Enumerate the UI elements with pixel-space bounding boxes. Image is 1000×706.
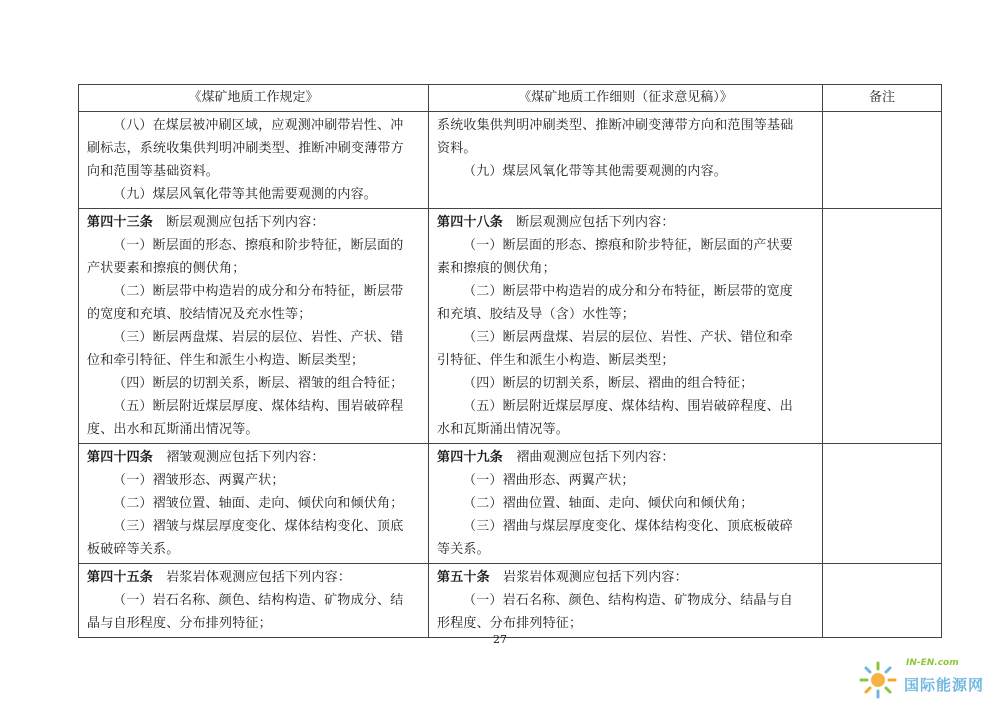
article-number: 第四十三条	[87, 215, 154, 230]
header-remarks: 备注	[823, 85, 942, 112]
remarks-cell	[823, 112, 942, 209]
text-line: （一）岩石名称、颜色、结构构造、矿物成分、结晶与自	[463, 593, 794, 608]
text-line: （一）褶皱形态、两翼产状；	[113, 473, 285, 488]
text-line: （三）褶皱与煤层厚度变化、煤体结构变化、顶底	[113, 519, 404, 534]
comparison-table	[78, 84, 942, 638]
table-header-row	[79, 85, 942, 112]
remarks-cell	[823, 209, 942, 444]
header-old-regulation: 《煤矿地质工作规定》	[79, 85, 429, 112]
text-line: （五）断层附近煤层厚度、煤体结构、围岩破碎程度、出	[463, 399, 794, 414]
text-line: 素和擦痕的侧伏角；	[437, 261, 556, 276]
header-new-regulation: 《煤矿地质工作细则（征求意见稿）》	[429, 85, 823, 112]
text-line: 度、出水和瓦斯涌出情况等。	[87, 422, 259, 437]
text-line: 系统收集供判明冲刷类型、推断冲刷变薄带方向和范围等基础	[437, 118, 794, 133]
page-number: 27	[493, 633, 507, 646]
text-line: 断层观测应包括下列内容：	[166, 215, 325, 230]
article-number: 第四十五条	[87, 570, 154, 585]
text-line: （三）褶曲与煤层厚度变化、煤体结构变化、顶底板破碎	[463, 519, 794, 534]
text-line: （四）断层的切割关系，断层、褶皱的组合特征；	[113, 376, 404, 391]
table-row	[79, 564, 942, 638]
text-line: 岩浆岩体观测应包括下列内容：	[166, 570, 352, 585]
text-line: 晶与自形程度、分布排列特征；	[87, 616, 272, 631]
text-line: 向和范围等基础资料。	[87, 164, 220, 179]
new-text-cell	[429, 564, 823, 638]
new-text-cell	[429, 112, 823, 209]
text-line: （二）断层带中构造岩的成分和分布特征，断层带	[113, 284, 404, 299]
old-text-cell	[79, 209, 429, 444]
text-line: （二）断层带中构造岩的成分和分布特征，断层带的宽度	[463, 284, 794, 299]
watermark-name: 国际能源网	[904, 676, 985, 694]
text-line: 和充填、胶结及导（含）水性等；	[437, 307, 636, 322]
table-row	[79, 209, 942, 444]
watermark-domain: IN-EN.com	[906, 658, 959, 668]
text-line: （二）褶皱位置、轴面、走向、倾伏向和倾伏角；	[113, 496, 404, 511]
text-line: 引特征、伴生和派生小构造、断层类型；	[437, 353, 675, 368]
text-line: （五）断层附近煤层厚度、煤体结构、围岩破碎程	[113, 399, 404, 414]
text-line: （四）断层的切割关系，断层、褶曲的组合特征；	[463, 376, 754, 391]
text-line: 褶皱观测应包括下列内容：	[166, 450, 325, 465]
old-text-cell	[79, 112, 429, 209]
article-number: 第四十八条	[437, 215, 504, 230]
text-line: 水和瓦斯涌出情况等。	[437, 422, 570, 437]
text-line: （一）断层面的形态、擦痕和阶步特征，断层面的	[113, 238, 404, 253]
text-line: 位和牵引特征、伴生和派生小构造、断层类型；	[87, 353, 365, 368]
text-line: （八）在煤层被冲刷区域，应观测冲刷带岩性、冲	[113, 118, 404, 133]
text-line: 形程度、分布排列特征；	[437, 616, 583, 631]
article-number: 第四十四条	[87, 450, 154, 465]
text-line: （三）断层两盘煤、岩层的层位、岩性、产状、错	[113, 330, 404, 345]
new-text-cell	[429, 209, 823, 444]
text-line: 板破碎等关系。	[87, 542, 180, 557]
remarks-cell	[823, 564, 942, 638]
text-line: 褶曲观测应包括下列内容：	[516, 450, 675, 465]
text-line: 刷标志，系统收集供判明冲刷类型、推断冲刷变薄带方	[87, 141, 404, 156]
text-line: 产状要素和擦痕的侧伏角；	[87, 261, 246, 276]
text-line: （九）煤层风氧化带等其他需要观测的内容。	[113, 187, 378, 202]
text-line: （一）岩石名称、颜色、结构构造、矿物成分、结	[113, 593, 404, 608]
text-line: 等关系。	[437, 542, 490, 557]
article-number: 第四十九条	[437, 450, 504, 465]
text-line: 资料。	[437, 141, 477, 156]
text-line: （一）断层面的形态、擦痕和阶步特征，断层面的产状要	[463, 238, 794, 253]
watermark-logo	[858, 656, 998, 704]
text-line: （三）断层两盘煤、岩层的层位、岩性、产状、错位和牵	[463, 330, 794, 345]
text-line: （一）褶曲形态、两翼产状；	[463, 473, 635, 488]
remarks-cell	[823, 444, 942, 564]
old-text-cell	[79, 564, 429, 638]
table-row	[79, 444, 942, 564]
text-line: 岩浆岩体观测应包括下列内容：	[503, 570, 688, 585]
text-line: 的宽度和充填、胶结情况及充水性等；	[87, 307, 312, 322]
old-text-cell	[79, 444, 429, 564]
text-line: （二）褶曲位置、轴面、走向、倾伏向和倾伏角；	[463, 496, 754, 511]
table-row	[79, 112, 942, 209]
text-line: 断层观测应包括下列内容：	[516, 215, 675, 230]
text-line: （九）煤层风氧化带等其他需要观测的内容。	[463, 164, 728, 179]
new-text-cell	[429, 444, 823, 564]
article-number: 第五十条	[437, 570, 490, 585]
sun-logo-icon	[858, 660, 898, 700]
